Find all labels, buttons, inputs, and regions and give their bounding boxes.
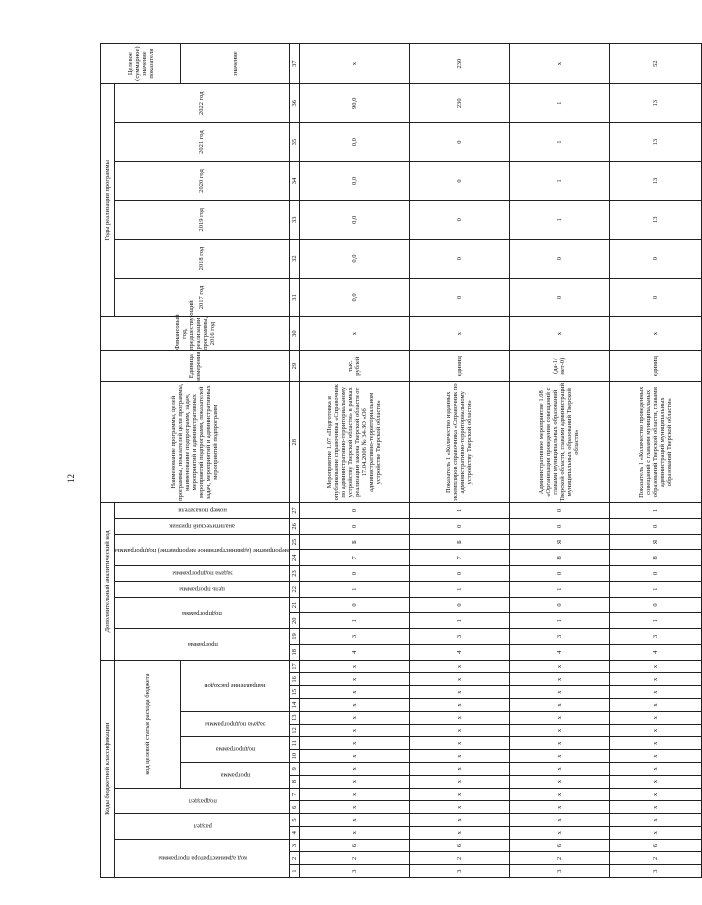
year-value: 90,0 (299, 84, 409, 123)
subprogram-task-header: задача подпрограммы (181, 711, 289, 737)
column-number: 31 (289, 278, 299, 317)
column-number: 37 (289, 44, 299, 84)
a-subprogram-header: подпрограмма (115, 597, 290, 628)
a-goal-header: цель программы (115, 581, 290, 597)
code-cell: х (509, 724, 609, 737)
code-cell: Я (509, 534, 609, 550)
row-unit: (да-1/нет-0) (509, 350, 609, 381)
code-cell: х (409, 699, 509, 712)
column-number: 35 (289, 123, 299, 162)
column-number: 20 (289, 613, 299, 629)
code-cell: х (409, 826, 509, 839)
year-header-2020: 2020 год (115, 162, 290, 201)
year-value: 0,0 (299, 123, 409, 162)
code-cell: х (609, 814, 701, 827)
code-cell: х (509, 673, 609, 686)
rotated-table-wrapper (100, 43, 673, 878)
code-cell: 3 (609, 865, 701, 878)
code-cell: х (509, 775, 609, 788)
code-cell: х (299, 737, 409, 750)
code-cell: 0 (299, 518, 409, 534)
analytic-code-header: Дополнительный аналитический код (101, 503, 115, 660)
code-cell: х (609, 788, 701, 801)
row-base: х (509, 317, 609, 351)
code-cell: х (409, 711, 509, 724)
code-cell: х (609, 711, 701, 724)
code-cell: х (609, 750, 701, 763)
code-cell: х (609, 699, 701, 712)
code-cell: х (299, 724, 409, 737)
column-number: 23 (289, 566, 299, 582)
code-cell: 2 (609, 852, 701, 865)
year-value: 13 (609, 84, 701, 123)
code-cell: х (409, 750, 509, 763)
code-cell: х (299, 660, 409, 673)
unit-header: Единица измерения (101, 350, 290, 381)
code-cell: 8 (509, 550, 609, 566)
code-cell: 4 (299, 644, 409, 660)
year-value: 0 (409, 278, 509, 317)
code-cell: х (409, 775, 509, 788)
code-cell: х (509, 762, 609, 775)
a-indicator-header: номер показателя (115, 503, 290, 519)
code-cell: 0 (409, 597, 509, 613)
column-number: 34 (289, 162, 299, 201)
code-cell: 7 (409, 550, 509, 566)
code-cell: х (299, 801, 409, 814)
code-cell: х (509, 750, 609, 763)
row-base: х (409, 317, 509, 351)
year-value: 0,0 (299, 200, 409, 239)
code-cell: 2 (409, 852, 509, 865)
a-event-header: мероприятие (административное мероприятие) подпрограммы (115, 534, 290, 565)
year-value: 0,0 (299, 278, 409, 317)
column-number: 14 (289, 699, 299, 712)
code-cell: 1 (299, 581, 409, 597)
code-cell: х (509, 737, 609, 750)
code-cell: х (609, 826, 701, 839)
year-value: 0 (409, 162, 509, 201)
code-cell: 0 (509, 503, 609, 519)
code-cell: х (409, 788, 509, 801)
row-total: 230 (409, 44, 509, 84)
section-header: раздел (115, 814, 290, 840)
code-cell: х (609, 737, 701, 750)
column-number: 21 (289, 597, 299, 613)
column-number: 17 (289, 660, 299, 673)
code-cell: х (409, 673, 509, 686)
subprogram-header: подпрограмма (181, 737, 289, 763)
code-cell: х (299, 826, 409, 839)
code-cell: х (299, 711, 409, 724)
code-cell: 3 (299, 629, 409, 645)
row-unit: тыс. рублей (299, 350, 409, 381)
code-cell: 3 (409, 629, 509, 645)
year-header-2021: 2021 год (115, 123, 290, 162)
row-name: Показатель 1 «Количество проведенных совещаний с главами муниципальных образований Тверской области, главами администраций муниципальных образований Тверской области» (609, 382, 701, 503)
code-cell: х (509, 788, 609, 801)
code-cell: х (409, 737, 509, 750)
code-cell: х (299, 775, 409, 788)
column-number: 25 (289, 534, 299, 550)
column-number: 9 (289, 762, 299, 775)
year-value: 1 (509, 200, 609, 239)
code-cell: 1 (409, 503, 509, 519)
column-number: 16 (289, 673, 299, 686)
column-number: 30 (289, 317, 299, 351)
code-cell: 0 (299, 566, 409, 582)
code-cell: 6 (509, 839, 609, 852)
budget-codes-header: Коды бюджетной классификации (101, 660, 115, 877)
a-program-header: программа (115, 629, 290, 660)
column-number: 36 (289, 84, 299, 123)
code-cell: 1 (509, 581, 609, 597)
target-article-header: код целевой статьи расхода бюджета (115, 660, 181, 788)
code-cell: Б (409, 534, 509, 550)
code-cell: 0 (299, 597, 409, 613)
code-cell: х (409, 724, 509, 737)
year-value: 1 (509, 84, 609, 123)
code-cell: 3 (609, 629, 701, 645)
table-row (409, 44, 509, 878)
code-cell: х (299, 686, 409, 699)
code-cell: х (509, 711, 609, 724)
code-cell: 0 (409, 566, 509, 582)
code-cell: 0 (509, 597, 609, 613)
year-value: 0 (409, 200, 509, 239)
year-value: 13 (609, 200, 701, 239)
column-number: 28 (289, 382, 299, 503)
code-cell: х (509, 660, 609, 673)
program-header: программа (181, 762, 289, 788)
year-header-2017: 2017 год (115, 278, 290, 317)
code-cell: 0 (609, 518, 701, 534)
year-header-2022: 2022 год (115, 84, 290, 123)
code-cell: Я (609, 534, 701, 550)
column-number: 11 (289, 737, 299, 750)
column-number: 6 (289, 801, 299, 814)
year-value: 230 (409, 84, 509, 123)
column-number: 12 (289, 724, 299, 737)
code-cell: 6 (609, 839, 701, 852)
column-number: 7 (289, 788, 299, 801)
year-value: 1 (509, 162, 609, 201)
year-value: 0 (609, 239, 701, 278)
code-cell: 4 (509, 644, 609, 660)
code-cell: 6 (299, 839, 409, 852)
target-header: Целевое (суммарное) значение показателя (101, 44, 181, 84)
table-row (299, 44, 409, 878)
code-cell: 0 (609, 597, 701, 613)
column-number: 24 (289, 550, 299, 566)
table-row (509, 44, 609, 878)
row-unit: единиц (609, 350, 701, 381)
column-number: 19 (289, 629, 299, 645)
column-number: 32 (289, 239, 299, 278)
code-cell: 6 (409, 839, 509, 852)
year-value: 0 (509, 278, 609, 317)
year-header-2018: 2018 год (115, 239, 290, 278)
year-value: 13 (609, 123, 701, 162)
code-cell: Б (299, 534, 409, 550)
year-value: 0 (409, 123, 509, 162)
code-cell: 1 (509, 613, 609, 629)
code-cell: 8 (609, 550, 701, 566)
code-cell: 0 (409, 518, 509, 534)
admin-code-header: код администратора программы (115, 839, 290, 877)
column-number: 29 (289, 350, 299, 381)
page-number: 12 (66, 474, 76, 483)
code-cell: х (509, 801, 609, 814)
code-cell: 0 (509, 518, 609, 534)
code-cell: 3 (299, 865, 409, 878)
row-unit: единиц (409, 350, 509, 381)
year-value: 0,0 (299, 239, 409, 278)
a-task-header: задача подпрограммы (115, 566, 290, 582)
code-cell: 3 (409, 865, 509, 878)
code-cell: 0 (609, 566, 701, 582)
row-total: х (509, 44, 609, 84)
column-number: 3 (289, 839, 299, 852)
code-cell: х (409, 801, 509, 814)
column-number: 26 (289, 518, 299, 534)
code-cell: 1 (299, 613, 409, 629)
code-cell: х (299, 762, 409, 775)
code-cell: х (509, 699, 609, 712)
code-cell: х (609, 762, 701, 775)
code-cell: 0 (509, 566, 609, 582)
row-name: Мероприятие 1.07 «Подготовка и опубликование справочника «Справочник по административно-территориальному устройству Тверской области» в рамках реализации закона Тверской области от 17.04.2006 № 34-ЗО «Об административно-территориальном устройстве Тверской области» (299, 382, 409, 503)
code-cell: 1 (409, 581, 509, 597)
year-value: 0,0 (299, 162, 409, 201)
code-cell: х (609, 775, 701, 788)
year-value: 0 (409, 239, 509, 278)
code-cell: х (409, 814, 509, 827)
code-cell: 1 (609, 581, 701, 597)
code-cell: 4 (609, 644, 701, 660)
column-number: 4 (289, 826, 299, 839)
column-number: 8 (289, 775, 299, 788)
code-cell: 2 (299, 852, 409, 865)
year-value: 1 (509, 123, 609, 162)
a-feature-header: аналитический признак (115, 518, 290, 534)
code-cell: х (409, 686, 509, 699)
row-name: Административное мероприятие 1.08 «Организация проведения совещаний с главами муниципальных образований Тверской области, главами администраций муниципальных образований Тверской области» (509, 382, 609, 503)
code-cell: х (609, 673, 701, 686)
row-base: х (299, 317, 409, 351)
code-cell: 7 (299, 550, 409, 566)
code-cell: х (299, 814, 409, 827)
funding-header: Финансовый год, предшествующий реализации программы, 2016 год (101, 317, 290, 351)
column-number: 1 (289, 865, 299, 878)
code-cell: х (299, 673, 409, 686)
code-cell: 1 (609, 503, 701, 519)
column-number: 10 (289, 750, 299, 763)
code-cell: х (609, 660, 701, 673)
code-cell: х (409, 762, 509, 775)
code-cell: 2 (509, 852, 609, 865)
row-name: Показатель 1 «Количество изданных экземпляров справочника «Справочник по административно-территориальному устройству Тверской области» (409, 382, 509, 503)
years-header: Годы реализации программы (101, 84, 115, 317)
code-cell: 0 (299, 503, 409, 519)
column-number: 27 (289, 503, 299, 519)
column-number: 18 (289, 644, 299, 660)
code-cell: 1 (409, 613, 509, 629)
code-cell: х (509, 814, 609, 827)
code-cell: х (299, 750, 409, 763)
row-total: х (299, 44, 409, 84)
code-cell: 4 (409, 644, 509, 660)
subsection-header: подраздел (115, 788, 290, 814)
code-cell: х (509, 686, 609, 699)
code-cell: х (409, 660, 509, 673)
row-total: 52 (609, 44, 701, 84)
code-cell: х (299, 788, 409, 801)
year-header-2019: 2019 год (115, 200, 290, 239)
direction-header: направление расходов (181, 660, 289, 711)
column-number: 5 (289, 814, 299, 827)
row-base: х (609, 317, 701, 351)
column-number: 13 (289, 711, 299, 724)
code-cell: 3 (509, 629, 609, 645)
code-cell: х (299, 699, 409, 712)
code-cell: х (509, 826, 609, 839)
table-row (609, 44, 701, 878)
name-header: Наименование программы, целей программы, показателей цели программы, наименование подпрограмм, задач, мероприятий и административных мероприятий подпрограмм, показателей задач, мероприятий и административных мероприятий подпрограмм (101, 382, 290, 503)
code-cell: х (609, 724, 701, 737)
code-cell: х (609, 801, 701, 814)
column-number: 15 (289, 686, 299, 699)
code-cell: х (609, 686, 701, 699)
column-number: 33 (289, 200, 299, 239)
code-cell: 1 (609, 613, 701, 629)
value-header: значение (181, 44, 289, 84)
column-number: 22 (289, 581, 299, 597)
year-value: 13 (609, 162, 701, 201)
year-value: 0 (509, 239, 609, 278)
code-cell: 3 (509, 865, 609, 878)
program-table (100, 43, 702, 878)
year-value: 0 (609, 278, 701, 317)
column-number: 2 (289, 852, 299, 865)
